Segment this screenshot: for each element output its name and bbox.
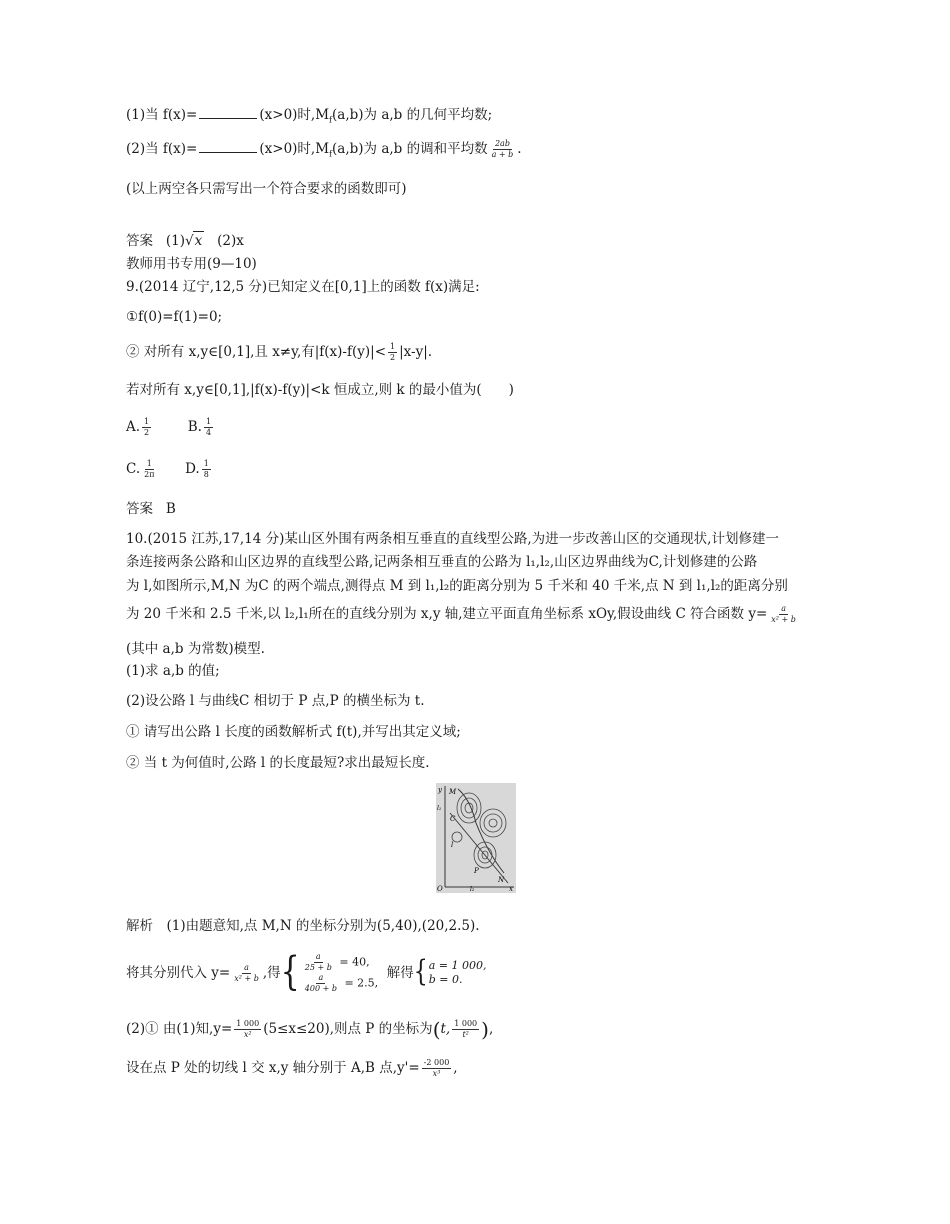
- option-label: C.: [126, 461, 141, 477]
- question-stem: [126, 604, 800, 625]
- text: 为 20 千米和 2.5 千米,以 l₂,l₁所在的直线分别为 x,y 轴,建立平面直角坐标系 xOy,假设曲线 C 符合函数 y=: [126, 606, 768, 622]
- question-text: 若对所有 x,y∈[0,1],|f(x)-f(y)|<k 恒成立,则 k 的最小值为( ): [126, 382, 514, 398]
- frac-num: 1 000: [236, 1019, 260, 1028]
- condition: ①f(0)=f(1)=0;: [126, 309, 223, 325]
- option-label: D.: [185, 461, 200, 477]
- text: (1): [165, 233, 185, 249]
- label-n: N: [498, 876, 505, 884]
- answer-value: B: [165, 501, 176, 517]
- solution-line: [126, 1015, 493, 1044]
- text: a = 1 000,: [428, 959, 487, 972]
- text: (2)① 由(1)知,y=: [126, 1021, 233, 1037]
- answer-line: [126, 500, 176, 518]
- sqrt-sign: √: [185, 233, 194, 249]
- sub-question: (2)设公路 l 与曲线C 相切于 P 点,P 的横坐标为 t.: [126, 693, 425, 709]
- brace: {: [280, 949, 300, 996]
- label-x: x: [509, 885, 513, 893]
- options-row: [126, 417, 215, 438]
- text: = 2.5,: [340, 976, 379, 990]
- fraction: [142, 417, 151, 438]
- fraction: [388, 342, 397, 363]
- sub-question: ② 当 t 为何值时,公路 l 的长度最短?求出最短长度.: [126, 755, 430, 771]
- fraction: [204, 417, 213, 438]
- fraction: [452, 1019, 479, 1040]
- question-stem: 10.(2015 江苏,17,14 分)某山区外围有两条相互垂直的直线型公路,为进一步改善山区的交通现状,计划修建一: [126, 531, 779, 547]
- frac-den: 400 + b: [304, 984, 337, 993]
- fraction: [303, 952, 334, 973]
- label-l1: l₁: [437, 805, 442, 812]
- frac-num: 1 000: [454, 1019, 478, 1028]
- frac-num: a: [244, 962, 249, 972]
- frac-num: 2ab: [494, 139, 510, 148]
- text: ,得: [262, 965, 281, 981]
- text: (x>0)时,M: [259, 107, 330, 123]
- frac-den: 2: [390, 353, 396, 362]
- section-heading: 教师用书专用(9—10): [126, 256, 257, 272]
- subscript: f: [329, 115, 333, 125]
- text: |x-y|.: [399, 344, 433, 360]
- frac-num: a: [318, 973, 324, 982]
- paren: (: [432, 1017, 441, 1042]
- text: (1)当 f(x)=: [126, 107, 198, 123]
- question-stem: (其中 a,b 为常数)模型.: [126, 641, 265, 657]
- option-a[interactable]: [126, 419, 153, 435]
- option-c[interactable]: [126, 461, 159, 477]
- option-d[interactable]: [185, 461, 213, 477]
- question-stem: 条连接两条公路和山区边界的直线型公路,记两条相互垂直的公路为 l₁,l₂,山区边界曲线为C,计划修建的公路: [126, 554, 758, 570]
- options-row: [126, 459, 213, 480]
- frac-den: 4: [205, 428, 212, 437]
- text: (x>0)时,M: [259, 141, 330, 157]
- answer-label: 答案: [126, 501, 153, 517]
- frac-den: x³: [432, 1069, 441, 1078]
- equation-system: [280, 949, 379, 996]
- text: 将其分别代入 y=: [126, 965, 231, 981]
- sub-question: ① 请写出公路 l 长度的函数解析式 f(t),并写出其定义域;: [126, 724, 461, 740]
- frac-den: x² + b: [234, 973, 259, 983]
- q-sub2-line: [126, 139, 522, 164]
- sub-question: (1)求 a,b 的值;: [126, 663, 220, 679]
- text: 解得: [386, 965, 414, 981]
- fraction: [490, 139, 516, 160]
- frac-num: 1: [203, 459, 209, 468]
- instruction-note: (以上两空各只需写出一个符合要求的函数即可): [126, 181, 407, 197]
- text: ,: [453, 1060, 458, 1076]
- fraction: [422, 1058, 452, 1079]
- fill-blank[interactable]: [199, 106, 257, 119]
- option-label: A.: [126, 419, 141, 435]
- text: (2)当 f(x)=: [126, 141, 198, 157]
- frac-num: -2 000: [423, 1058, 450, 1067]
- frac-den: x² + b: [771, 615, 796, 624]
- solution-line: 解析 (1)由题意知,点 M,N 的坐标分别为(5,40),(20,2.5).: [126, 918, 480, 934]
- frac-den: 8: [203, 470, 209, 479]
- text: ,: [488, 1021, 494, 1037]
- frac-den: x²: [243, 1030, 252, 1039]
- option-label: B.: [187, 419, 202, 435]
- fraction: [234, 1019, 261, 1040]
- text: (2)x: [217, 233, 244, 249]
- solution-line: [126, 1054, 458, 1082]
- text: .: [517, 141, 522, 157]
- frac-num: 1: [144, 417, 150, 426]
- text: (5≤x≤20),则点 P 的坐标为: [263, 1021, 433, 1037]
- label-p: P: [474, 867, 479, 875]
- text: = 40,: [335, 955, 370, 969]
- frac-den: t²: [462, 1030, 469, 1039]
- text: (a,b)为 a,b 的几何平均数;: [332, 107, 493, 123]
- label-l: l: [451, 841, 454, 849]
- label-o: O: [437, 885, 443, 893]
- sqrt-radicand: x: [194, 233, 203, 249]
- text: 设在点 P 处的切线 l 交 x,y 轴分别于 A,B 点,y'=: [126, 1060, 420, 1076]
- brace: {: [413, 956, 428, 989]
- fraction: [142, 459, 156, 480]
- frac-num: 1: [146, 459, 152, 468]
- solution-line: [126, 950, 487, 996]
- label-l2: l₂: [470, 886, 475, 893]
- label-c: C: [450, 815, 456, 823]
- subscript: f: [329, 149, 333, 159]
- frac-num: a: [315, 952, 321, 961]
- answer-line: [126, 231, 244, 250]
- text: t,: [440, 1021, 451, 1037]
- frac-den: a + b: [491, 150, 514, 159]
- frac-den: 2: [144, 428, 150, 437]
- fraction: [232, 963, 261, 984]
- q-sub1-line: [126, 106, 492, 130]
- frac-num: a: [781, 604, 786, 613]
- mountain-road-figure: [436, 783, 516, 893]
- frac-den: 25 + b: [304, 963, 332, 972]
- frac-num: 1: [390, 342, 396, 351]
- fraction: [202, 459, 211, 480]
- paren: ): [481, 1017, 489, 1042]
- frac-num: 1: [205, 417, 212, 426]
- result-system: [414, 958, 487, 988]
- fraction: [303, 973, 339, 994]
- text: (a,b)为 a,b 的调和平均数: [332, 141, 488, 157]
- condition: [126, 342, 432, 363]
- text: ② 对所有 x,y∈[0,1],且 x≠y,有|f(x)-f(y)|<: [126, 344, 387, 360]
- label-m: M: [449, 788, 457, 796]
- option-b[interactable]: [188, 419, 215, 435]
- frac-den: 2π: [144, 470, 155, 479]
- question-stem: 为 l,如图所示,M,N 为C 的两个端点,测得点 M 到 l₁,l₂的距离分别为 5 千米和 40 千米,点 N 到 l₁,l₂的距离分别: [126, 578, 788, 594]
- question-stem: 9.(2014 辽宁,12,5 分)已知定义在[0,1]上的函数 f(x)满足:: [126, 279, 480, 295]
- text: b = 0.: [428, 973, 463, 986]
- fill-blank[interactable]: [199, 140, 257, 153]
- answer-label: 答案: [126, 233, 153, 249]
- fraction: [769, 604, 798, 625]
- label-y: y: [438, 786, 442, 794]
